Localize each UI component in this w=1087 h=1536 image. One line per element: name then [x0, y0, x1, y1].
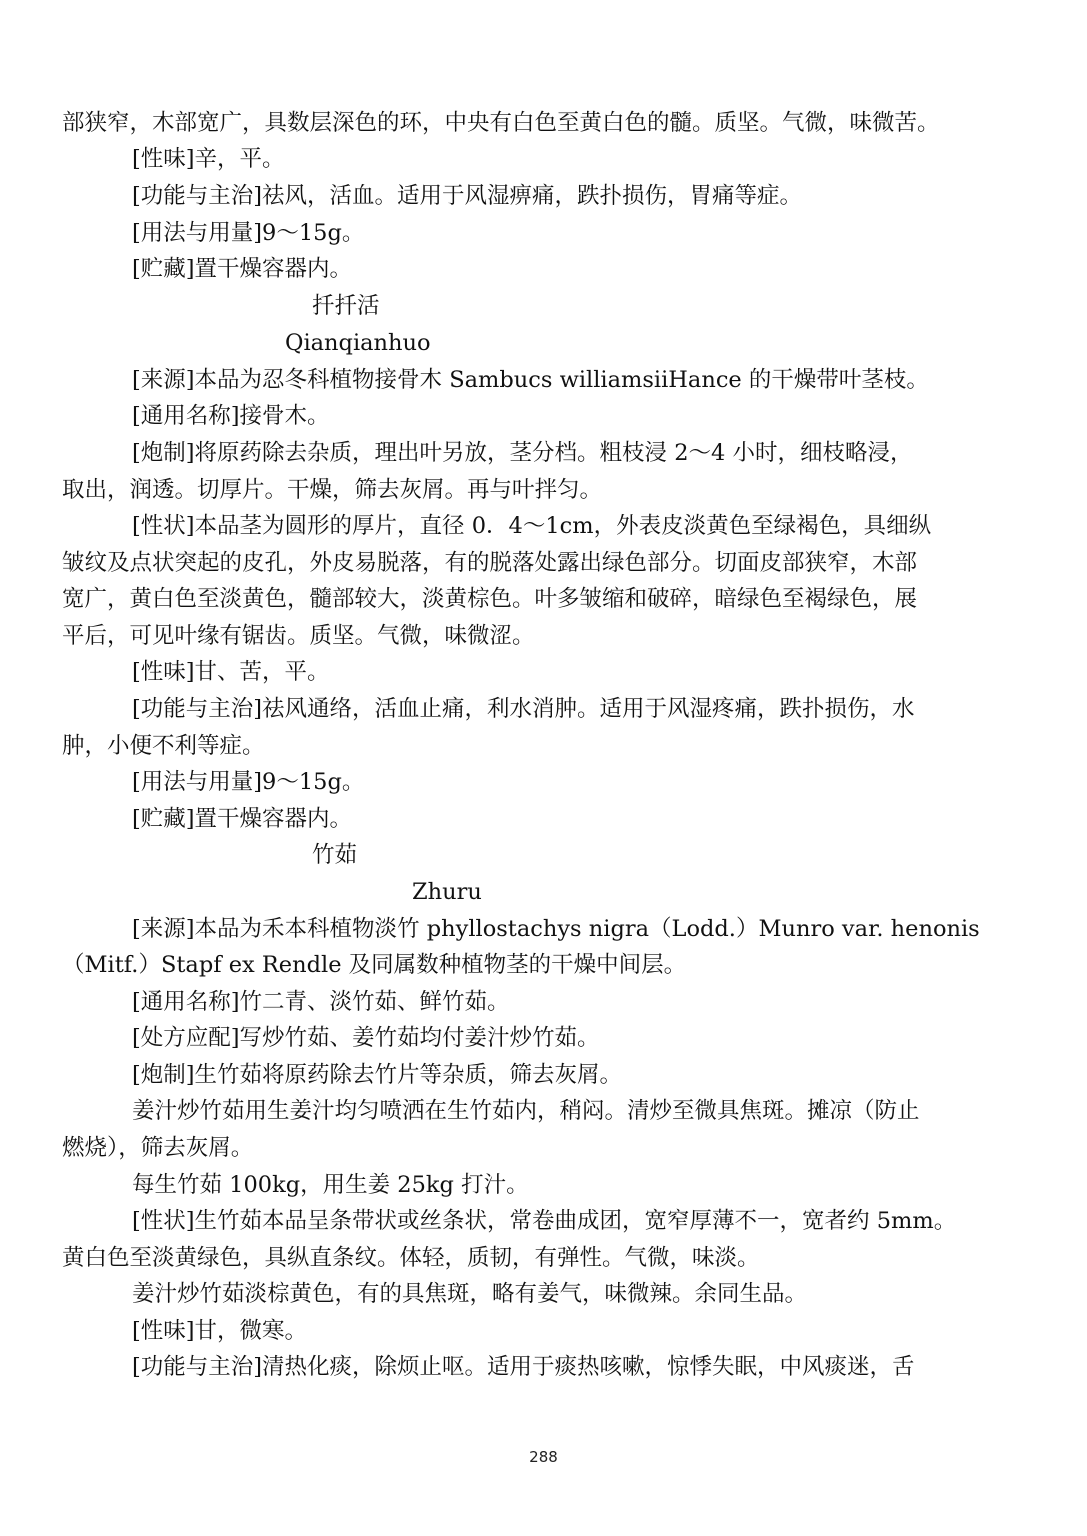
- text-line: [性味]甘、苦，平。: [132, 659, 330, 685]
- text-line: [贮藏]置干燥容器内。: [132, 806, 353, 832]
- text-line: [功能与主治]清热化痰，除烦止呕。适用于痰热咳嗽，惊悸失眠，中风痰迷，舌: [132, 1354, 915, 1380]
- page-number: 288: [529, 1448, 558, 1466]
- text-line: [炮制]生竹茹将原药除去竹片等杂质，筛去灰屑。: [132, 1062, 623, 1088]
- text-line: 取出，润透。切厚片。干燥，筛去灰屑。再与叶拌匀。: [62, 477, 603, 503]
- text-line: 宽广，黄白色至淡黄色，髓部较大，淡黄棕色。叶多皱缩和破碎，暗绿色至褐绿色，展: [62, 586, 918, 612]
- text-line: [通用名称]竹二青、淡竹茹、鲜竹茹。: [132, 989, 510, 1015]
- text-line: [炮制]将原药除去杂质，理出叶另放，茎分档。粗枝浸 2～4 小时，细枝略浸，: [132, 440, 913, 466]
- text-line: 平后，可见叶缘有锯齿。质坚。气微，味微涩。: [62, 623, 535, 649]
- text-line: （Mitf.）Stapf ex Rendle 及同属数种植物茎的干燥中间层。: [62, 952, 687, 978]
- text-line: [来源]本品为忍冬科植物接骨木 Sambucs williamsiiHance 的干燥带叶茎枝。: [132, 367, 929, 393]
- text-line: [性味]辛，平。: [132, 146, 285, 172]
- text-line: 姜汁炒竹茹淡棕黄色，有的具焦斑，略有姜气，味微辣。余同生品。: [132, 1281, 808, 1307]
- text-line: 肿，小便不利等症。: [62, 733, 265, 759]
- entry-title: 竹茹: [312, 842, 358, 868]
- text-line: [通用名称]接骨木。: [132, 403, 330, 429]
- text-line: [用法与用量]9～15g。: [132, 769, 365, 795]
- text-line: 每生竹茹 100kg，用生姜 25kg 打汁。: [132, 1172, 529, 1198]
- text-line: [用法与用量]9～15g。: [132, 220, 365, 246]
- text-line: [功能与主治]祛风，活血。适用于风湿痹痛，跌扑损伤，胃痛等症。: [132, 183, 803, 209]
- text-line: 皱纹及点状突起的皮孔，外皮易脱落，有的脱落处露出绿色部分。切面皮部狭窄，木部: [62, 550, 918, 576]
- entry-pinyin: Qianqianhuo: [285, 330, 431, 356]
- text-line: 姜汁炒竹茹用生姜汁均匀喷洒在生竹茹内，稍闷。清炒至微具焦斑。摊凉（防止: [132, 1098, 920, 1124]
- text-line: [处方应配]写炒竹茹、姜竹茹均付姜汁炒竹茹。: [132, 1025, 600, 1051]
- text-line: 部狭窄，木部宽广，具数层深色的环，中央有白色至黄白色的髓。质坚。气微，味微苦。: [62, 110, 940, 136]
- text-line: 燃烧），筛去灰屑。: [62, 1135, 254, 1161]
- text-line: [功能与主治]祛风通络，活血止痛，利水消肿。适用于风湿疼痛，跌扑损伤，水: [132, 696, 915, 722]
- text-line: [性状]生竹茹本品呈条带状或丝条状，常卷曲成团，宽窄厚薄不一，宽者约 5mm。: [132, 1208, 957, 1234]
- entry-title: 扦扦活: [312, 293, 380, 319]
- text-line: [性味]甘，微寒。: [132, 1318, 308, 1344]
- text-line: [贮藏]置干燥容器内。: [132, 256, 353, 282]
- entry-pinyin: Zhuru: [412, 879, 482, 905]
- text-line: 黄白色至淡黄绿色，具纵直条纹。体轻，质韧，有弹性。气微，味淡。: [62, 1245, 760, 1271]
- text-line: [来源]本品为禾本科植物淡竹 phyllostachys nigra（Lodd.）Munro var. henonis: [132, 916, 980, 942]
- text-line: [性状]本品茎为圆形的厚片，直径 0．4～1cm，外表皮淡黄色至绿褐色，具细纵: [132, 513, 932, 539]
